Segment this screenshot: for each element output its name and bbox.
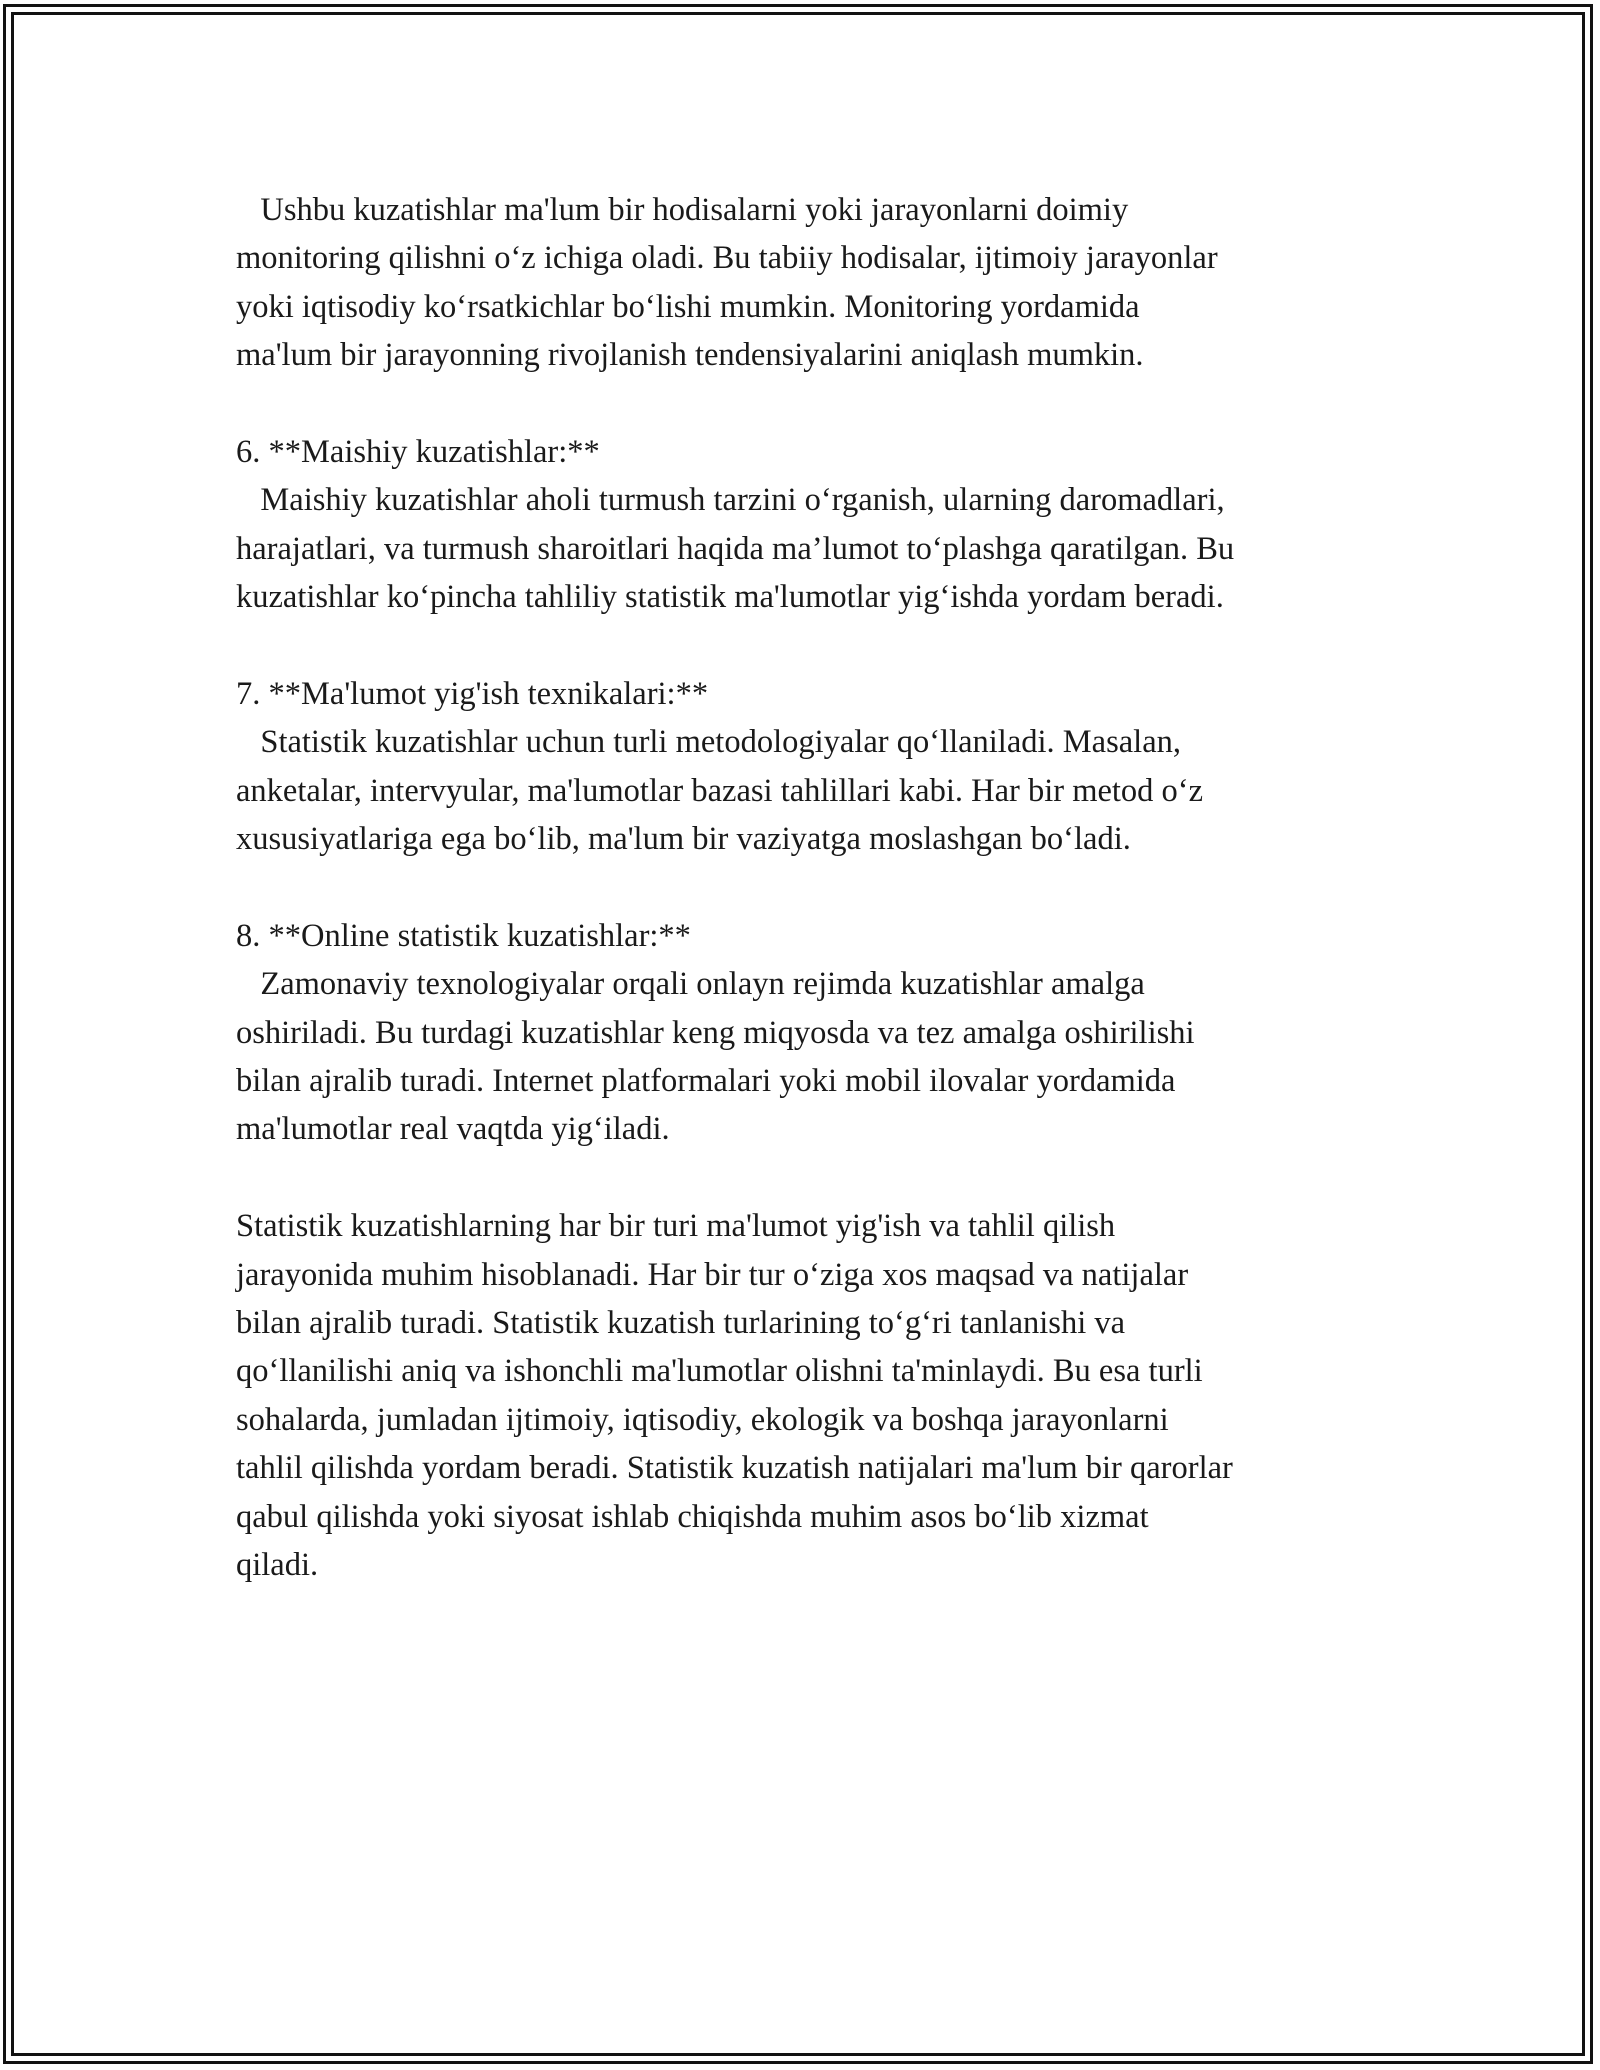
text-line: Statistik kuzatishlarning har bir turi ma'lumot yig'ish va tahlil qilish xyxy=(236,1208,1116,1245)
text-line: monitoring qilishni o‘z ichiga oladi. Bu tabiiy hodisalar, ijtimoiy jarayonlar xyxy=(236,240,1218,277)
text-line: xususiyatlariga ega bo‘lib, ma'lum bir vaziyatga moslashgan bo‘ladi. xyxy=(236,821,1131,858)
document-body xyxy=(236,186,1386,1589)
text-line: kuzatishlar ko‘pincha tahliliy statistik ma'lumotlar yig‘ishda yordam beradi. xyxy=(236,579,1224,616)
text-line: bilan ajralib turadi. Internet platformalari yoki mobil ilovalar yordamida xyxy=(236,1063,1176,1100)
paragraph-conclusion xyxy=(236,1202,1386,1589)
text-line: jarayonida muhim hisoblanadi. Har bir tur o‘ziga xos maqsad va natijalar xyxy=(236,1256,1189,1293)
text-line: qiladi. xyxy=(236,1546,319,1583)
paragraph-gap xyxy=(236,380,1386,428)
text-line: Zamonaviy texnologiyalar orqali onlayn rejimda kuzatishlar amalga xyxy=(236,966,1145,1003)
text-line: anketalar, intervyular, ma'lumotlar bazasi tahlillari kabi. Har bir metod o‘z xyxy=(236,772,1204,809)
text-line: yoki iqtisodiy ko‘rsatkichlar bo‘lishi mumkin. Monitoring yordamida xyxy=(236,288,1140,325)
text-line: bilan ajralib turadi. Statistik kuzatish turlarining to‘g‘ri tanlanishi va xyxy=(236,1304,1126,1341)
paragraph-intro xyxy=(236,186,1386,380)
section-heading: 6. **Maishiy kuzatishlar:** xyxy=(236,433,600,470)
paragraph-gap xyxy=(236,863,1386,911)
text-line: Ushbu kuzatishlar ma'lum bir hodisalarni yoki jarayonlarni doimiy xyxy=(236,192,1129,228)
text-line: ma'lum bir jarayonning rivojlanish tendensiyalarini aniqlash mumkin. xyxy=(236,337,1144,374)
text-line: qabul qilishda yoki siyosat ishlab chiqishda muhim asos bo‘lib xizmat xyxy=(236,1498,1149,1535)
section-6 xyxy=(236,428,1386,622)
paragraph-gap xyxy=(236,1154,1386,1202)
section-8 xyxy=(236,912,1386,1154)
text-line: ma'lumotlar real vaqtda yig‘iladi. xyxy=(236,1111,670,1148)
section-7 xyxy=(236,670,1386,864)
text-line: sohalarda, jumladan ijtimoiy, iqtisodiy, ekologik va boshqa jarayonlarni xyxy=(236,1401,1169,1438)
text-line: harajatlari, va turmush sharoitlari haqida ma’lumot to‘plashga qaratilgan. Bu xyxy=(236,530,1235,567)
text-line: Statistik kuzatishlar uchun turli metodologiyalar qo‘llaniladi. Masalan, xyxy=(236,724,1182,761)
text-line: tahlil qilishda yordam beradi. Statistik kuzatish natijalari ma'lum bir qarorlar xyxy=(236,1450,1233,1487)
section-heading: 7. **Ma'lumot yig'ish texnikalari:** xyxy=(236,675,709,712)
text-line: qo‘llanilishi aniq va ishonchli ma'lumotlar olishni ta'minlaydi. Bu esa turli xyxy=(236,1353,1203,1390)
text-line: Maishiy kuzatishlar aholi turmush tarzini o‘rganish, ularning daromadlari, xyxy=(236,482,1225,519)
section-heading: 8. **Online statistik kuzatishlar:** xyxy=(236,917,691,954)
paragraph-gap xyxy=(236,622,1386,670)
text-line: oshiriladi. Bu turdagi kuzatishlar keng miqyosda va tez amalga oshirilishi xyxy=(236,1014,1195,1051)
